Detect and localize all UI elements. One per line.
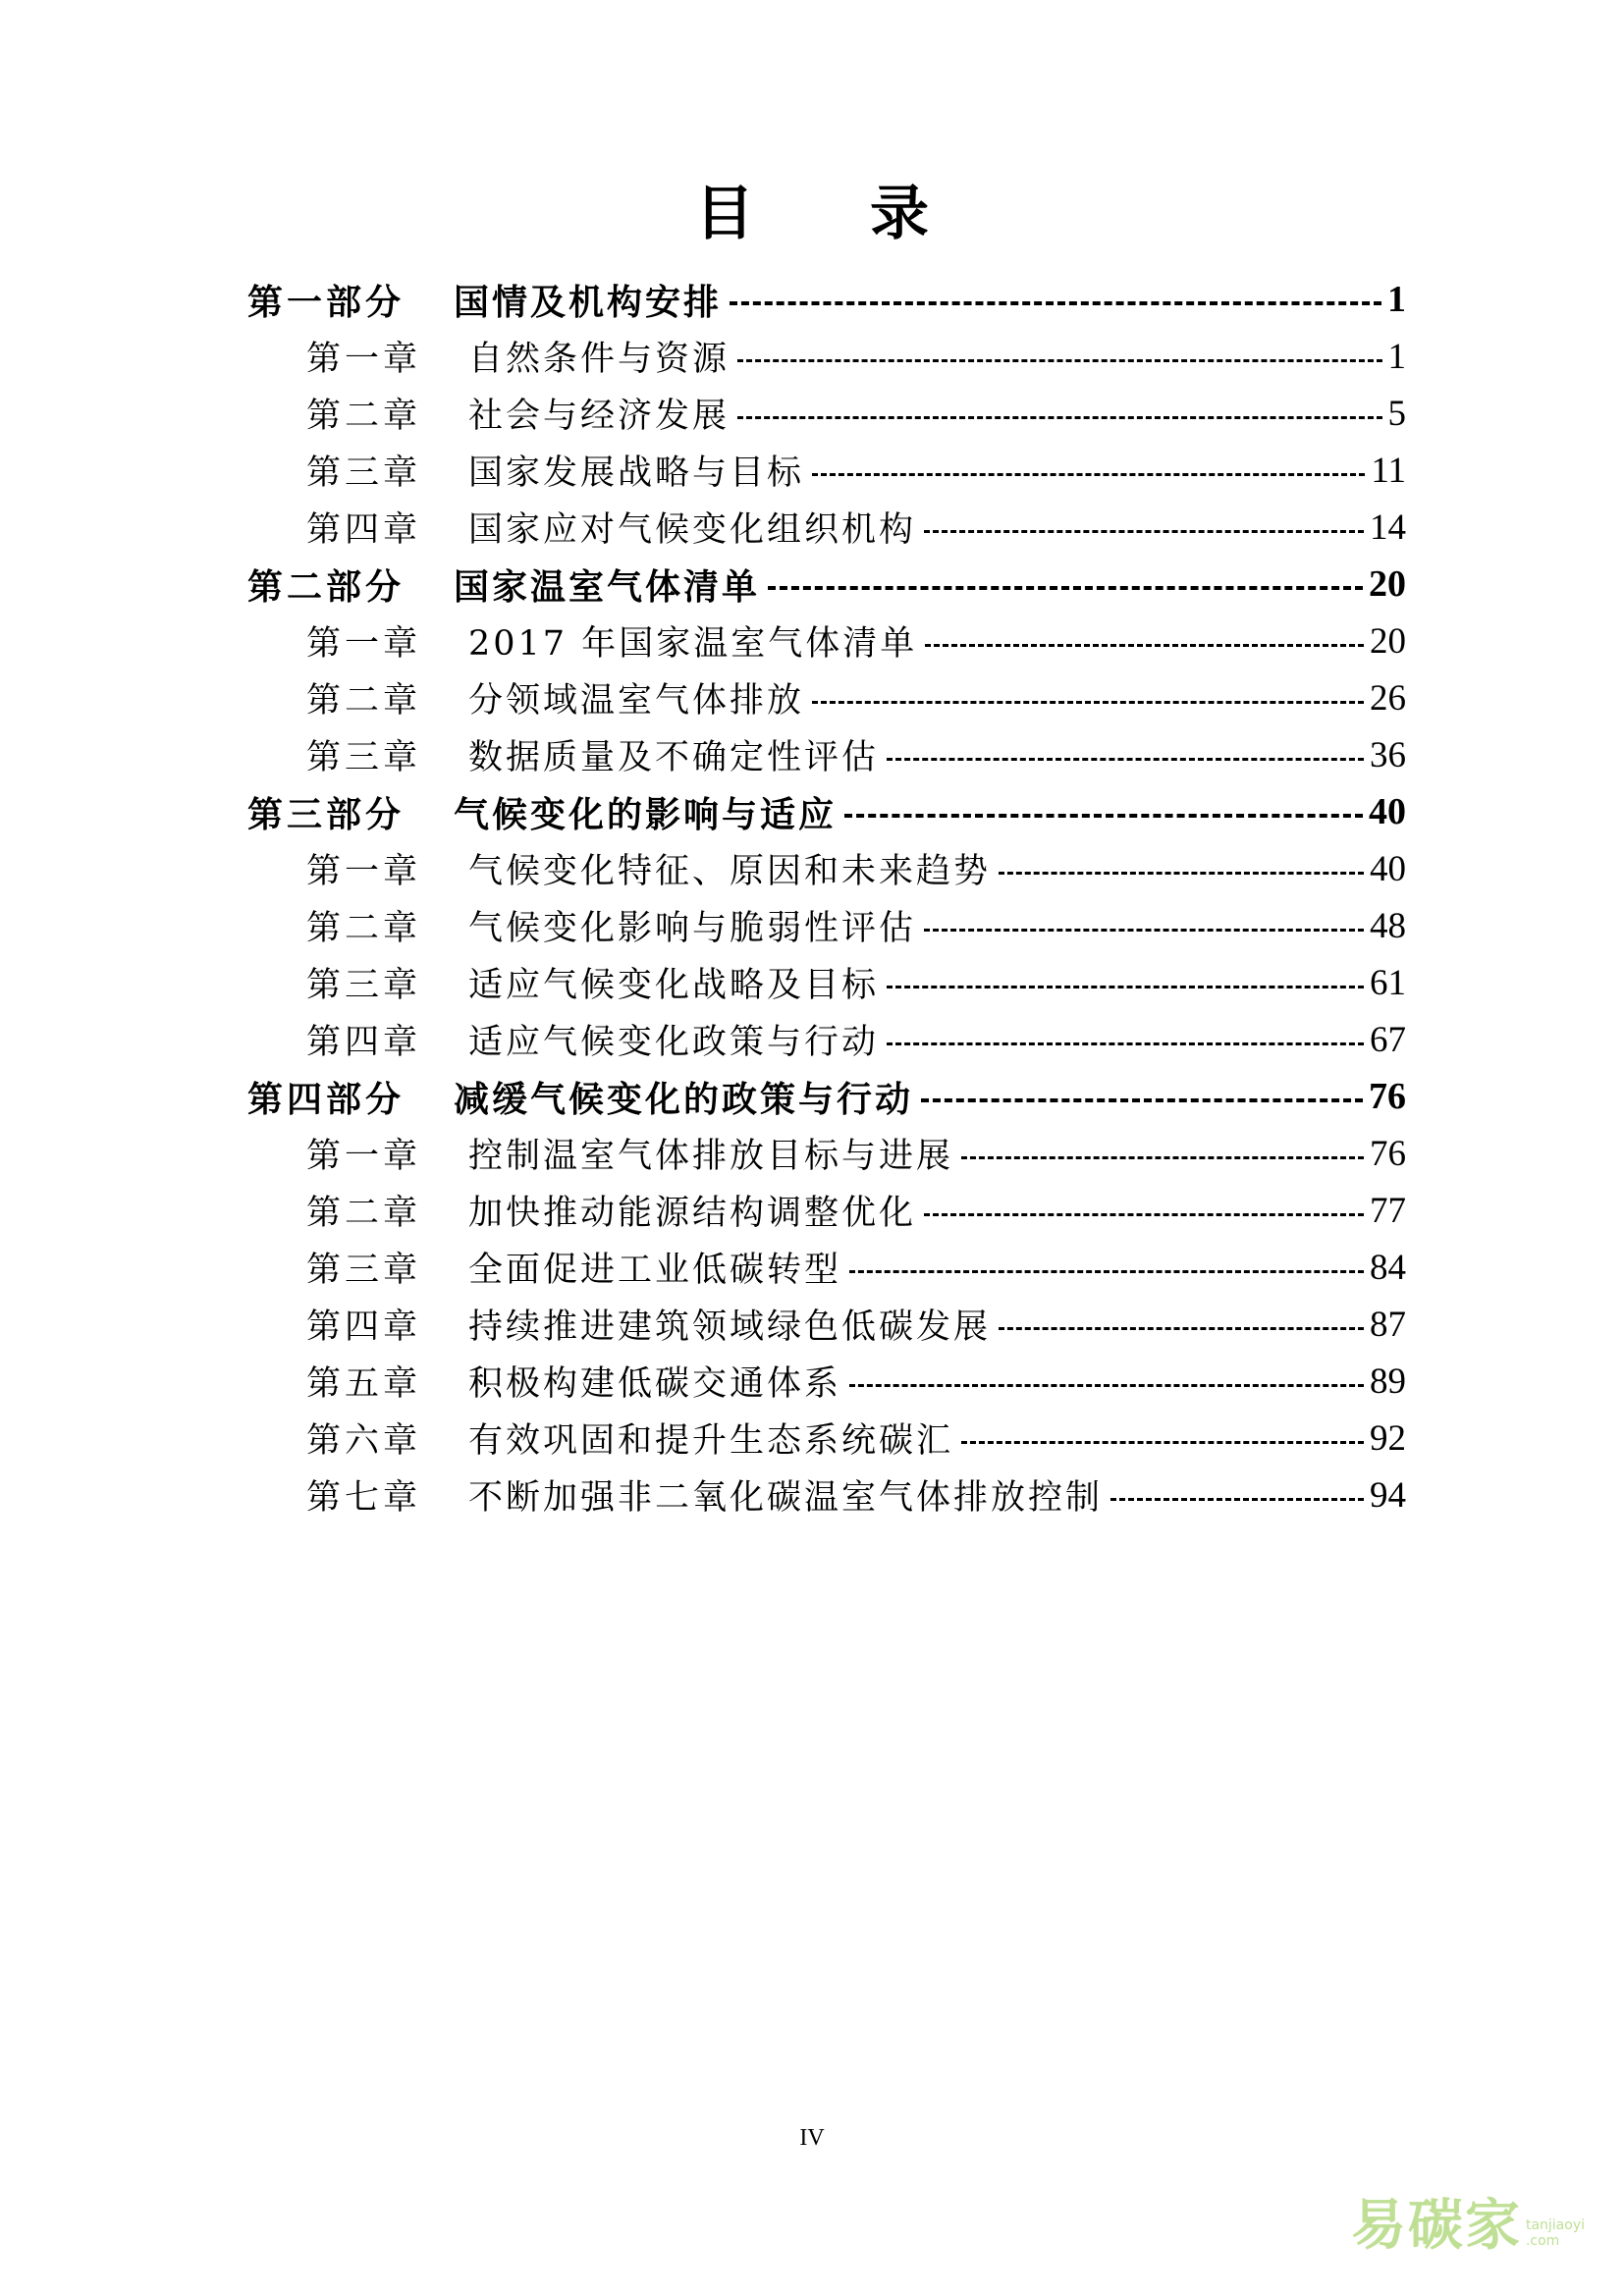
toc-chapter-row[interactable] bbox=[306, 1015, 1406, 1064]
toc-entry-title: 减缓气候变化的政策与行动 bbox=[454, 1078, 914, 1120]
toc-page-number: 67 bbox=[1370, 1019, 1406, 1060]
toc-chapter-row[interactable] bbox=[306, 1470, 1406, 1520]
toc-page-number: 5 bbox=[1387, 393, 1406, 434]
toc-chapter-row[interactable] bbox=[306, 332, 1406, 381]
toc-chapter-row[interactable] bbox=[306, 389, 1406, 438]
toc-chapter-label: 第三章 bbox=[306, 966, 422, 1005]
watermark-domain-suffix: .com bbox=[1525, 2233, 1560, 2249]
toc-page-number: 1 bbox=[1387, 336, 1406, 377]
toc-part-row[interactable] bbox=[247, 1072, 1406, 1121]
toc-chapter-label: 第二章 bbox=[306, 681, 422, 721]
toc-chapter-label: 第三章 bbox=[306, 454, 422, 493]
toc-page-number: 20 bbox=[1370, 620, 1406, 662]
toc-part-row[interactable] bbox=[247, 787, 1406, 836]
toc-entry-title: 积极构建低碳交通体系 bbox=[468, 1364, 842, 1404]
toc-part-row[interactable] bbox=[247, 275, 1406, 324]
toc-chapter-label: 第七章 bbox=[306, 1478, 422, 1518]
toc-chapter-row[interactable] bbox=[306, 1186, 1406, 1235]
toc-page-number: 40 bbox=[1370, 848, 1406, 889]
toc-chapter-label: 第四章 bbox=[306, 510, 422, 550]
toc-chapter-label: 第三章 bbox=[306, 1251, 422, 1290]
toc-entry-title: 有效巩固和提升生态系统碳汇 bbox=[468, 1421, 954, 1461]
watermark-domain bbox=[1526, 2217, 1585, 2249]
toc-entry-title: 国家应对气候变化组织机构 bbox=[468, 510, 917, 550]
toc-dot-leader bbox=[924, 530, 1364, 533]
toc-page-number: 11 bbox=[1371, 450, 1406, 491]
toc-page-number: 76 bbox=[1370, 1133, 1406, 1174]
toc-entry-title: 国家温室气体清单 bbox=[454, 565, 761, 608]
toc-chapter-label: 第四章 bbox=[306, 1023, 422, 1062]
toc-part-label: 第一部分 bbox=[247, 281, 406, 323]
toc-dot-leader bbox=[924, 929, 1364, 932]
toc-chapter-row[interactable] bbox=[306, 730, 1406, 779]
toc-page-number: 92 bbox=[1370, 1417, 1406, 1459]
page-number: IV bbox=[799, 2125, 825, 2151]
toc-chapter-row[interactable] bbox=[306, 844, 1406, 893]
toc-chapter-row[interactable] bbox=[306, 1414, 1406, 1463]
toc-dot-leader bbox=[961, 1156, 1364, 1159]
toc-dot-leader bbox=[737, 359, 1381, 362]
toc-page-number: 14 bbox=[1370, 507, 1406, 548]
toc-chapter-row[interactable] bbox=[306, 1243, 1406, 1292]
toc-dot-leader bbox=[887, 986, 1364, 988]
watermark-domain-name: tanjiaoyi bbox=[1525, 2217, 1585, 2233]
toc-dot-leader bbox=[999, 872, 1364, 875]
toc-entry-title: 国情及机构安排 bbox=[454, 281, 723, 323]
toc-part-row[interactable] bbox=[247, 560, 1406, 609]
toc-chapter-label: 第一章 bbox=[306, 852, 422, 891]
toc-chapter-label: 第一章 bbox=[306, 340, 422, 379]
toc-part-label: 第三部分 bbox=[247, 793, 406, 835]
toc-chapter-row[interactable] bbox=[306, 616, 1406, 666]
toc-chapter-row[interactable] bbox=[306, 673, 1406, 722]
toc-dot-leader bbox=[849, 1270, 1364, 1273]
toc-page-number: 87 bbox=[1370, 1304, 1406, 1345]
title-char-1: 目 bbox=[695, 180, 754, 248]
toc-entry-title: 适应气候变化政策与行动 bbox=[468, 1023, 880, 1062]
toc-page-number: 48 bbox=[1370, 905, 1406, 946]
toc-chapter-label: 第四章 bbox=[306, 1308, 422, 1347]
toc-chapter-row[interactable] bbox=[306, 901, 1406, 950]
toc-dot-leader bbox=[737, 416, 1381, 419]
toc-dot-leader bbox=[887, 1042, 1364, 1045]
toc-chapter-label: 第五章 bbox=[306, 1364, 422, 1404]
toc-page-number: 40 bbox=[1369, 791, 1406, 832]
toc-chapter-row[interactable] bbox=[306, 1357, 1406, 1406]
toc-page-number: 84 bbox=[1370, 1247, 1406, 1288]
toc-chapter-row[interactable] bbox=[306, 958, 1406, 1007]
toc-dot-leader bbox=[812, 473, 1365, 476]
toc-page-number: 36 bbox=[1370, 734, 1406, 775]
toc-dot-leader bbox=[1110, 1498, 1364, 1501]
toc-page-number: 1 bbox=[1387, 279, 1406, 320]
toc-chapter-row[interactable] bbox=[306, 446, 1406, 495]
title-char-2: 录 bbox=[870, 180, 929, 248]
toc-dot-leader bbox=[921, 1098, 1363, 1102]
toc-page-number: 26 bbox=[1370, 677, 1406, 719]
toc-entry-title: 适应气候变化战略及目标 bbox=[468, 966, 880, 1005]
toc-dot-leader bbox=[849, 1384, 1364, 1387]
toc-dot-leader bbox=[844, 814, 1363, 818]
toc-chapter-label: 第一章 bbox=[306, 624, 422, 664]
toc-entry-title: 加快推动能源结构调整优化 bbox=[468, 1194, 917, 1233]
toc-part-label: 第二部分 bbox=[247, 565, 406, 608]
toc-chapter-label: 第一章 bbox=[306, 1137, 422, 1176]
toc-entry-title: 数据质量及不确定性评估 bbox=[468, 738, 880, 777]
toc-entry-title: 全面促进工业低碳转型 bbox=[468, 1251, 842, 1290]
toc-entry-title: 自然条件与资源 bbox=[468, 340, 731, 379]
toc-part-label: 第四部分 bbox=[247, 1078, 406, 1120]
toc-page-number: 89 bbox=[1370, 1361, 1406, 1402]
toc-dot-leader bbox=[730, 301, 1381, 305]
toc-chapter-label: 第六章 bbox=[306, 1421, 422, 1461]
toc-chapter-label: 第三章 bbox=[306, 738, 422, 777]
toc-chapter-row[interactable] bbox=[306, 1300, 1406, 1349]
toc-dot-leader bbox=[925, 644, 1364, 647]
toc-page-number: 61 bbox=[1370, 962, 1406, 1003]
toc-dot-leader bbox=[768, 586, 1363, 590]
toc-page-number: 20 bbox=[1369, 563, 1406, 605]
toc-chapter-label: 第二章 bbox=[306, 909, 422, 948]
toc-chapter-row[interactable] bbox=[306, 1129, 1406, 1178]
toc-entry-title: 持续推进建筑领域绿色低碳发展 bbox=[468, 1308, 992, 1347]
toc-entry-title: 气候变化影响与脆弱性评估 bbox=[468, 909, 917, 948]
toc-entry-title: 社会与经济发展 bbox=[468, 397, 731, 436]
toc-dot-leader bbox=[924, 1213, 1364, 1216]
toc-chapter-label: 第二章 bbox=[306, 397, 422, 436]
toc-entry-title: 2017 年国家温室气体清单 bbox=[468, 624, 918, 664]
toc-entry-title: 分领域温室气体排放 bbox=[468, 681, 805, 721]
watermark-logo bbox=[1351, 2182, 1585, 2261]
toc-entry-title: 不断加强非二氧化碳温室气体排放控制 bbox=[468, 1478, 1104, 1518]
toc-page-number: 77 bbox=[1370, 1190, 1406, 1231]
toc-chapter-label: 第二章 bbox=[306, 1194, 422, 1233]
toc-chapter-row[interactable] bbox=[306, 503, 1406, 552]
toc-dot-leader bbox=[812, 701, 1364, 704]
toc-entry-title: 控制温室气体排放目标与进展 bbox=[468, 1137, 954, 1176]
toc-dot-leader bbox=[961, 1441, 1364, 1444]
watermark-text: 易碳家 bbox=[1350, 2194, 1522, 2258]
toc-entry-title: 气候变化特征、原因和未来趋势 bbox=[468, 852, 992, 891]
toc-dot-leader bbox=[887, 758, 1364, 761]
toc-page-number: 76 bbox=[1369, 1076, 1406, 1117]
toc-page-number: 94 bbox=[1370, 1474, 1406, 1516]
toc-dot-leader bbox=[999, 1327, 1364, 1330]
toc-entry-title: 气候变化的影响与适应 bbox=[454, 793, 838, 835]
toc-entry-title: 国家发展战略与目标 bbox=[468, 454, 805, 493]
